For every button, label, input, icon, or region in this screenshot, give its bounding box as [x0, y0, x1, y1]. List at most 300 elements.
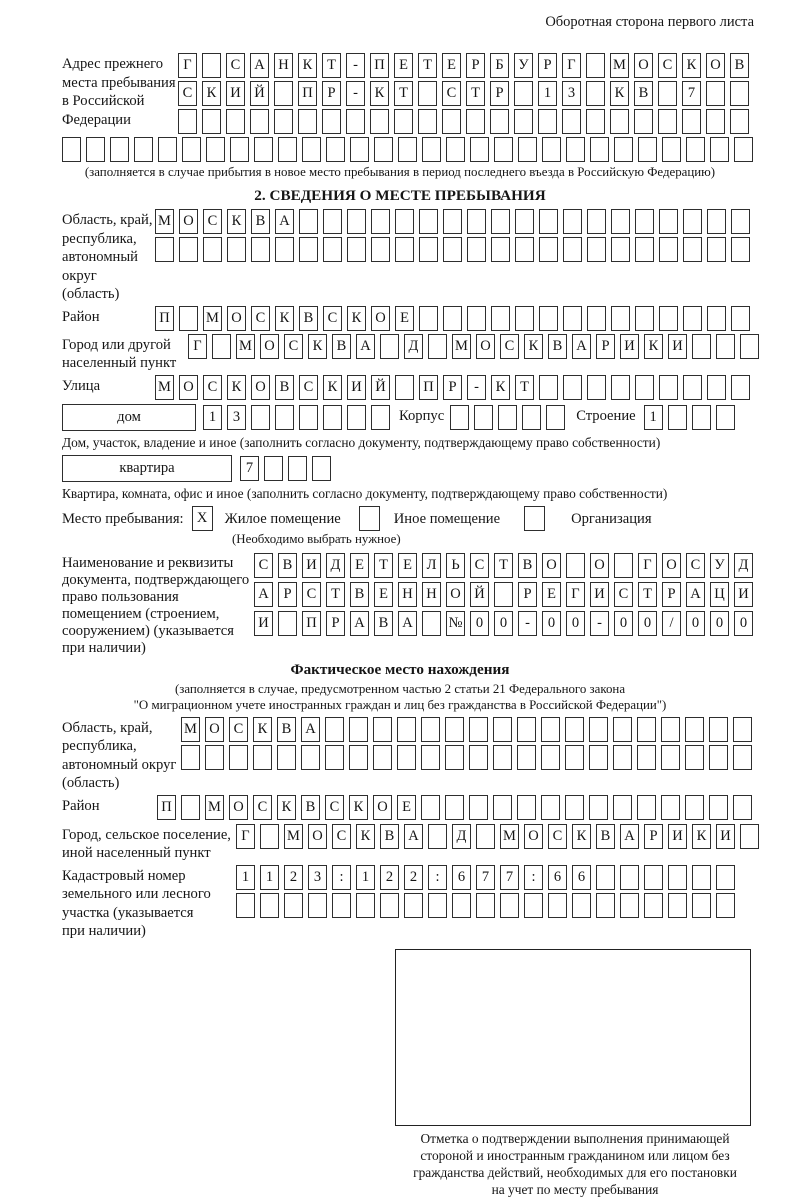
form-cell: [421, 795, 440, 820]
form-cell: 0: [566, 611, 585, 636]
form-cell: [312, 456, 331, 481]
section3-title: Фактическое место нахождения: [290, 660, 510, 678]
caption-line: стороной и иностранным гражданином или лицом без: [420, 1147, 730, 1163]
form-cell: [589, 717, 608, 742]
form-cell: В: [277, 717, 296, 742]
form-cell: С: [178, 81, 197, 106]
form-cell: [326, 137, 345, 162]
form-cell: -: [467, 375, 486, 400]
form-cell: С: [614, 582, 633, 607]
form-cell: [635, 209, 654, 234]
form-cell: [476, 824, 495, 849]
form-cell: С: [203, 375, 222, 400]
house-block: [62, 404, 800, 431]
form-cell: М: [203, 306, 222, 331]
stamp-caption: [390, 1130, 760, 1198]
city-row: [188, 334, 759, 359]
form-cell: [466, 109, 485, 134]
form-cell: В: [518, 553, 537, 578]
form-cell: [644, 865, 663, 890]
form-cell: И: [716, 824, 735, 849]
form-cell: [707, 306, 726, 331]
stay-type-label: Место пребывания:: [62, 510, 184, 527]
form-cell: О: [371, 306, 390, 331]
form-cell: 0: [710, 611, 729, 636]
form-cell: [563, 375, 582, 400]
form-cell: [110, 137, 129, 162]
form-cell: Д: [734, 553, 753, 578]
form-cell: [565, 717, 584, 742]
form-cell: 0: [542, 611, 561, 636]
form-cell: [299, 405, 318, 430]
district-block: [62, 306, 800, 331]
form-cell: [635, 306, 654, 331]
form-cell: И: [668, 334, 687, 359]
form-cell: [277, 745, 296, 770]
form-cell: П: [155, 306, 174, 331]
form-cell: С: [251, 306, 270, 331]
form-cell: В: [299, 306, 318, 331]
form-cell: [349, 717, 368, 742]
form-cell: [421, 745, 440, 770]
form-cell: К: [227, 209, 246, 234]
form-cell: [299, 209, 318, 234]
form-cell: [586, 53, 605, 78]
actual-region-block: [62, 717, 800, 793]
form-cell: [683, 306, 702, 331]
prev-address-label: [62, 53, 178, 129]
form-cell: О: [251, 375, 270, 400]
form-cell: [661, 745, 680, 770]
label-line: помещением (строением,: [62, 605, 220, 622]
form-cell: А: [356, 334, 375, 359]
form-cell: П: [370, 53, 389, 78]
form-cell: [498, 405, 517, 430]
cadastre-label: [62, 865, 236, 941]
form-cell: [668, 893, 687, 918]
form-cell: В: [332, 334, 351, 359]
actual-district-block: [62, 795, 800, 820]
form-cell: [740, 334, 759, 359]
form-cell: Й: [371, 375, 390, 400]
form-cell: [308, 893, 327, 918]
form-cell: [445, 745, 464, 770]
house-note: Дом, участок, владение и иное (заполнить согласно документу, подтверждающему право собственности): [62, 434, 661, 450]
form-cell: Е: [394, 53, 413, 78]
label-line: при наличии): [62, 923, 146, 939]
form-cell: [452, 893, 471, 918]
city-label: [62, 334, 188, 373]
form-cell: В: [251, 209, 270, 234]
form-cell: 0: [614, 611, 633, 636]
actual-city-block: [62, 824, 800, 863]
form-cell: [347, 237, 366, 262]
form-cell: [634, 109, 653, 134]
form-cell: [517, 795, 536, 820]
form-cell: [683, 375, 702, 400]
form-cell: В: [374, 611, 393, 636]
form-cell: [668, 865, 687, 890]
form-cell: Л: [422, 553, 441, 578]
option-label-organization: Организация: [571, 510, 652, 527]
label-line: право пользования: [62, 588, 179, 605]
form-cell: [250, 109, 269, 134]
form-cell: [404, 893, 423, 918]
form-cell: :: [428, 865, 447, 890]
title-document-row-1: [254, 553, 753, 578]
form-cell: [474, 405, 493, 430]
form-cell: [373, 717, 392, 742]
form-cell: [586, 81, 605, 106]
form-cell: [716, 893, 735, 918]
form-cell: [572, 893, 591, 918]
label-line: участка (указывается: [62, 904, 194, 921]
form-cell: М: [610, 53, 629, 78]
form-cell: [659, 237, 678, 262]
form-cell: А: [301, 717, 320, 742]
form-cell: [205, 745, 224, 770]
form-cell: [491, 306, 510, 331]
form-cell: В: [634, 81, 653, 106]
form-cell: [206, 137, 225, 162]
form-cell: С: [332, 824, 351, 849]
form-cell: Е: [397, 795, 416, 820]
form-cell: Т: [466, 81, 485, 106]
form-cell: С: [470, 553, 489, 578]
form-cell: [541, 745, 560, 770]
label-line: республика,: [62, 738, 137, 754]
form-cell: [661, 717, 680, 742]
prev-address-block: [62, 53, 800, 134]
form-cell: Р: [466, 53, 485, 78]
form-cell: [659, 306, 678, 331]
form-cell: [661, 795, 680, 820]
form-cell: [182, 137, 201, 162]
form-cell: [611, 209, 630, 234]
form-cell: С: [500, 334, 519, 359]
form-cell: В: [350, 582, 369, 607]
korpus-label: Корпус: [399, 407, 445, 424]
form-cell: [565, 745, 584, 770]
form-cell: Е: [442, 53, 461, 78]
street-row: [155, 375, 750, 400]
form-cell: С: [658, 53, 677, 78]
form-cell: [668, 405, 687, 430]
form-cell: 3: [308, 865, 327, 890]
label-line: земельного или лесного: [62, 886, 211, 902]
form-cell: [298, 109, 317, 134]
form-cell: С: [302, 582, 321, 607]
form-cell: [587, 237, 606, 262]
actual-region-grid: [181, 717, 752, 770]
label-line: места пребывания: [62, 74, 176, 91]
form-cell: В: [380, 824, 399, 849]
form-cell: Т: [322, 53, 341, 78]
form-cell: [611, 237, 630, 262]
form-cell: О: [308, 824, 327, 849]
form-cell: П: [419, 375, 438, 400]
form-cell: 0: [734, 611, 753, 636]
form-cell: [682, 109, 701, 134]
form-cell: Т: [418, 53, 437, 78]
option-label-residential: Жилое помещение: [224, 510, 341, 527]
apartment-note: Квартира, комната, офис и иное (заполнить согласно документу, подтверждающему право собственности): [62, 485, 668, 501]
form-cell: [731, 209, 750, 234]
form-cell: [491, 237, 510, 262]
label-line: Наименование и реквизиты: [62, 554, 234, 571]
checkbox-other-premises: [359, 506, 380, 531]
form-cell: [658, 109, 677, 134]
form-cell: [566, 137, 585, 162]
form-cell: [710, 137, 729, 162]
form-cell: С: [254, 553, 273, 578]
form-cell: [251, 237, 270, 262]
form-cell: [203, 237, 222, 262]
form-cell: [450, 405, 469, 430]
form-cell: 0: [686, 611, 705, 636]
form-cell: И: [734, 582, 753, 607]
district-row: [155, 306, 750, 331]
form-cell: [260, 824, 279, 849]
form-cell: [443, 209, 462, 234]
form-cell: К: [572, 824, 591, 849]
form-cell: [734, 137, 753, 162]
form-cell: 0: [638, 611, 657, 636]
form-cell: Р: [596, 334, 615, 359]
form-cell: [683, 237, 702, 262]
form-cell: [613, 717, 632, 742]
form-cell: [476, 893, 495, 918]
form-cell: [542, 137, 561, 162]
form-cell: [62, 137, 81, 162]
form-cell: С: [226, 53, 245, 78]
form-cell: [398, 137, 417, 162]
form-cell: И: [254, 611, 273, 636]
form-cell: [515, 209, 534, 234]
form-cell: [445, 795, 464, 820]
label-line: Область, край,: [62, 719, 153, 736]
region-row-1: [155, 209, 750, 234]
form-cell: 6: [572, 865, 591, 890]
page-side-note: Оборотная сторона первого листа: [545, 14, 754, 30]
district-label: Район: [62, 308, 100, 325]
label-line: Город или другой: [62, 336, 171, 353]
label-line: Федерации: [62, 111, 131, 128]
form-cell: В: [548, 334, 567, 359]
form-cell: К: [275, 306, 294, 331]
form-cell: [716, 334, 735, 359]
form-cell: Ц: [710, 582, 729, 607]
form-cell: [179, 306, 198, 331]
form-cell: [709, 745, 728, 770]
form-cell: С: [686, 553, 705, 578]
form-cell: [395, 209, 414, 234]
form-cell: Р: [518, 582, 537, 607]
form-cell: К: [308, 334, 327, 359]
form-cell: К: [349, 795, 368, 820]
form-cell: [421, 717, 440, 742]
form-cell: [610, 109, 629, 134]
form-cell: [637, 795, 656, 820]
form-cell: О: [524, 824, 543, 849]
form-cell: 6: [548, 865, 567, 890]
form-cell: Т: [326, 582, 345, 607]
form-cell: Р: [662, 582, 681, 607]
form-cell: [566, 553, 585, 578]
form-cell: К: [524, 334, 543, 359]
form-cell: [515, 237, 534, 262]
form-cell: [562, 109, 581, 134]
title-document-block: [62, 553, 800, 657]
form-cell: И: [302, 553, 321, 578]
form-cell: [494, 582, 513, 607]
form-cell: А: [254, 582, 273, 607]
form-cell: К: [202, 81, 221, 106]
form-cell: [467, 209, 486, 234]
city-block: [62, 334, 800, 373]
form-cell: [491, 209, 510, 234]
form-cell: 1: [236, 865, 255, 890]
form-cell: [548, 893, 567, 918]
form-cell: [524, 893, 543, 918]
form-cell: О: [706, 53, 725, 78]
form-cell: :: [524, 865, 543, 890]
form-cell: [419, 306, 438, 331]
form-cell: -: [346, 81, 365, 106]
form-cell: 0: [494, 611, 513, 636]
form-cell: [395, 375, 414, 400]
form-cell: [229, 745, 248, 770]
form-cell: 1: [644, 405, 663, 430]
form-cell: С: [203, 209, 222, 234]
section3-note-line-2: "О миграционном учете иностранных граждан и лиц без гражданства в Российской Федерации"): [133, 697, 667, 712]
form-cell: [373, 745, 392, 770]
form-cell: К: [491, 375, 510, 400]
label-line: округ (область): [62, 267, 120, 302]
form-cell: С: [284, 334, 303, 359]
form-cell: [709, 795, 728, 820]
form-cell: [539, 375, 558, 400]
caption-line: на учет по месту пребывания: [491, 1181, 659, 1197]
form-cell: [302, 137, 321, 162]
form-cell: 2: [284, 865, 303, 890]
form-cell: [692, 334, 711, 359]
form-cell: [445, 717, 464, 742]
cadastre-row-1: [236, 865, 735, 890]
form-cell: Т: [515, 375, 534, 400]
form-cell: [260, 893, 279, 918]
form-cell: И: [226, 81, 245, 106]
form-cell: [371, 237, 390, 262]
house-number-cells: [203, 405, 390, 430]
cadastre-row-2: [236, 893, 735, 918]
form-cell: 0: [470, 611, 489, 636]
form-cell: Р: [490, 81, 509, 106]
form-cell: [202, 109, 221, 134]
form-cell: М: [181, 717, 200, 742]
caption-line: Отметка о подтверждении выполнения принимающей: [420, 1130, 730, 1146]
street-label: Улица: [62, 377, 101, 394]
form-cell: [397, 745, 416, 770]
form-cell: К: [644, 334, 663, 359]
form-cell: Н: [398, 582, 417, 607]
form-cell: Е: [374, 582, 393, 607]
form-cell: [662, 137, 681, 162]
form-cell: [611, 375, 630, 400]
form-cell: Е: [395, 306, 414, 331]
form-cell: Ь: [446, 553, 465, 578]
form-cell: [707, 375, 726, 400]
actual-district-row: [157, 795, 752, 820]
form-cell: [275, 405, 294, 430]
form-cell: 7: [240, 456, 259, 481]
label-line: Кадастровый номер: [62, 867, 186, 884]
form-cell: [613, 745, 632, 770]
form-cell: И: [620, 334, 639, 359]
form-cell: [178, 109, 197, 134]
actual-district-label: Район: [62, 797, 100, 814]
form-cell: И: [590, 582, 609, 607]
form-cell: [419, 209, 438, 234]
form-cell: Т: [374, 553, 393, 578]
form-cell: [596, 865, 615, 890]
form-cell: [467, 237, 486, 262]
form-cell: К: [356, 824, 375, 849]
form-cell: Г: [236, 824, 255, 849]
cadastre-grid: [236, 865, 735, 918]
form-cell: -: [346, 53, 365, 78]
apartment-block: [62, 455, 800, 482]
form-cell: 7: [476, 865, 495, 890]
form-cell: О: [590, 553, 609, 578]
form-cell: К: [323, 375, 342, 400]
form-cell: [332, 893, 351, 918]
form-cell: Г: [562, 53, 581, 78]
form-cell: [419, 237, 438, 262]
checkbox-organization: [524, 506, 545, 531]
form-cell: [86, 137, 105, 162]
form-cell: А: [250, 53, 269, 78]
form-cell: Д: [404, 334, 423, 359]
form-cell: Г: [566, 582, 585, 607]
form-cell: [637, 745, 656, 770]
form-cell: Г: [178, 53, 197, 78]
form-cell: [181, 745, 200, 770]
form-cell: [278, 137, 297, 162]
form-cell: [418, 109, 437, 134]
actual-region-row-1: [181, 717, 752, 742]
form-cell: [394, 109, 413, 134]
form-cell: [494, 137, 513, 162]
label-line: при наличии): [62, 639, 146, 656]
form-cell: [733, 717, 752, 742]
stroenie-cells: [644, 405, 735, 430]
form-cell: [469, 745, 488, 770]
form-cell: [274, 109, 293, 134]
form-cell: [212, 334, 231, 359]
label-line: иной населенный пункт: [62, 845, 211, 861]
form-cell: [469, 717, 488, 742]
form-cell: -: [518, 611, 537, 636]
form-cell: [706, 81, 725, 106]
form-cell: [371, 405, 390, 430]
form-cell: [158, 137, 177, 162]
stay-type-note: (Необходимо выбрать нужное): [232, 531, 401, 546]
street-block: [62, 375, 800, 400]
form-cell: [469, 795, 488, 820]
form-cell: С: [229, 717, 248, 742]
form-cell: [490, 109, 509, 134]
